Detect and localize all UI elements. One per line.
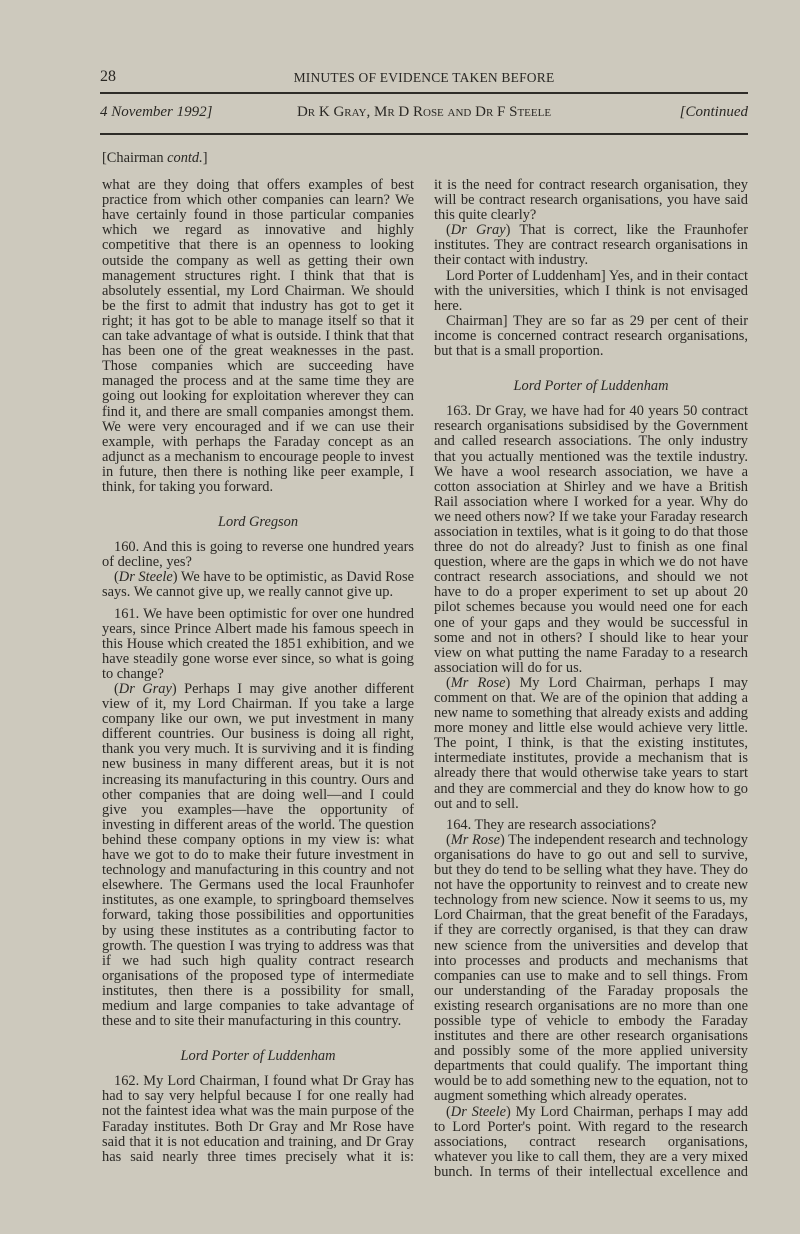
speaker: Dr Steele [450,1103,506,1120]
speaker: Mr Rose [450,831,500,848]
answer-text: That is correct, like the Fraunhofer institutes. They are contract research organisations in their contact with industry. [434,222,748,269]
chairman-remark: Chairman] They are so far as 29 per cent of their income is concerned contract research organisations, but that is a small proportion. [434,312,748,360]
answer-text: Perhaps I may give another different view of it, my Lord Chairman. If you take a large company like our own, we put investment in many different countries. Our business is doing all right, thank you very much. It is surviving and it is finding new business in many different areas, but it is not increasing its manufacturing in this country. Ours and other companies that are doing well—and I could give you examples—have the opportunity of investing in different areas of the world. The question behind these company options in my view is: what have we got to do to make their future investment in technology and manufacturing in this country and not elsewhere. The Germans used the local Fraunhofer institutes, as one example, to springboard themselves forward, taking those possibilities and opportunities by using these institutes as a contributing factor to growth. The question I was trying to address was that if we had such high quality contract research organisations of the proposed type of intermediate institutes, then there is a possibility for small, medium and large companies to take advantage of these and to site their manufacturing in this country. [102,681,415,1030]
speaker: Dr Steele [118,569,173,586]
session-date: 4 November 1992] [100,104,213,120]
session-line [100,104,748,124]
answer-161: (Dr Gray) Perhaps I may give another different view of it, my Lord Chairman. If you take a large company like our own, we put investment in many different countries. Our business is doing all right, thank you very much. It is surviving and it is finding new business in many different areas, but it is not increasing its manufacturing in this country. Ours and other companies that are doing well—and I could give you examples—have the opportunity of investing in different areas of the world. The question behind these company options in my view is: what have we got to do to make their future investment in technology and manufacturing in this country and not elsewhere. The Germans used the local Fraunhofer institutes, as one example, to springboard themselves forward, taking those possibilities and opportunities by using these institutes as a contributing factor to growth. The question I was trying to address was that if we had such high quality contract research organisations of the proposed type of intermediate institutes, then there is a possibility for small, medium and large companies to take advantage of these and to site their manufacturing in this country. [102,681,415,1030]
question-162: 162. My Lord Chairman, I found what Dr Gray has had to say very helpful because I for one really had not the faintest idea what was the main purpose of the Faraday institutes. Both Dr Gray and Mr Rose have said that it is not education and training, and Dr Gray has said nearly three times precisely what it is: [102,1073,414,1165]
running-header [100,68,748,88]
witnesses: Dr K Gray, Mr D Rose and Dr F Steele [296,104,552,120]
answer-text: My Lord Chairman, perhaps I may comment on that. We are of the opinion that adding a new name to something that already exists and adding more money and little else would achieve very little. The point, I think, is that the existing institutes, intermediate institutes, provide a mechanism that is already there that would otherwise take years to start and they are commercial and they do know how to go out and to sell. [434,674,748,812]
answer-164-steele: (Dr Steele) My Lord Chairman, perhaps I may add to Lord Porter's point. With regard to the research associations, contract research organisations, whatever you like to call them, they are a very mixed bunch. In terms of their intellectual excellence and [434,1103,748,1180]
speaker-heading: Lord Gregson [217,514,299,531]
question-162-continued: it is the need for contract research organisation, they will be contract research organisations, you have said this quite clearly? [434,177,748,224]
contd-italic: contd. [167,150,203,166]
porter-remark: Lord Porter of Luddenham] Yes, and in their contact with the universities, which I think is not envisaged here. [434,267,748,314]
question-164: 164. They are research associations? [446,816,657,833]
answer-162: (Dr Gray) That is correct, like the Fraunhofer institutes. They are contract research organisations in their contact with industry. [434,222,748,269]
continued-speaker: [Chairman [102,150,168,166]
speaker: Dr Gray [450,222,506,239]
speaker-heading: Lord Porter of Luddenham [513,378,669,395]
answer-160: (Dr Steele) We have to be optimistic, as David Rose says. We cannot give up, we really cannot give up. [102,569,414,601]
left-column [102,151,414,1165]
speaker: Mr Rose [450,674,506,691]
speaker-continued [102,151,414,166]
header-rule-top [100,92,748,94]
speaker-heading: Lord Porter of Luddenham [180,1048,336,1065]
right-column [434,178,748,1180]
answer-text: My Lord Chairman, perhaps I may add to Lord Porter's point. With regard to the research associations, contract research organisations, whatever you like to call them, they are a very mixed bunch. In terms of their intellectual excellence and [434,1103,748,1180]
question-163: 163. Dr Gray, we have had for 40 years 50 contract research organisations subsidised by the Government and called research associations. The only industry that you actually mentioned was the textile industry. We have a wool research association, we have a cotton association at Shirley and we have a British Rail association where I worked for a year. Why do we need others now? If we take your Faraday research association in textiles, what is it going to do that those three do not do already? Just to finish as one final question, where are the gaps in which we do not have contract research associations, and should we not have to do a proper experiment to set up about 20 pilot schemes because you would need one for each one of your gaps and they would be successful in some and not in others? I should like to hear your view on what putting the name Faraday to a research association will do for us. [434,403,748,676]
page-number: 28 [100,68,116,85]
question-160: 160. And this is going to reverse one hundred years of decline, yes? [102,539,414,571]
answer-164: (Mr Rose) The independent research and technology organisations do have to go out and sell to survive, but they do tend to be selling what they have. They do not have the opportunity to reinvest and to create new technology from new science. Now it seems to us, my Lord Chairman, that the great benefit of the Faradays, if they are correctly organised, is that they can draw new science from the universities and develop that into processes and products and mechanisms that companies can use to make and to sell things. From our understanding of the Faraday proposals the existing research organisations are no more than one possible type of vehicle to embody the Faraday institutes and there are other research organisations and possibly some of the more applied university departments that could qualify. The important thing would be to add something new to the equation, not to augment something which already operates. [434,831,748,1105]
question-161: 161. We have been optimistic for over one hundred years, since Prince Albert made his famous speech in this House which created the 1851 exhibition, and we have steadily gone worse ever since, so what is going to change? [102,605,414,682]
speaker: Dr Gray [118,681,172,697]
answer-163: (Mr Rose) My Lord Chairman, perhaps I may comment on that. We are of the opinion that adding a new name to something that already exists and adding more money and little else would achieve very little. The point, I think, is that the existing institutes, intermediate institutes, provide a mechanism that is already there that would otherwise take years to start and they are commercial and they do know how to go out and to sell. [434,674,748,812]
answer-text: We have to be optimistic, as David Rose says. We cannot give up, we really cannot give up. [102,569,414,601]
continued-label: [Continued [679,104,748,120]
header-rule-bottom [100,133,748,135]
running-title: MINUTES OF EVIDENCE TAKEN BEFORE [293,70,555,85]
paragraph: what are they doing that offers examples of best practice from which other companies can learn? We have certainly found in those particular companies which we regard as innovative and highly competitive that there is an openness to looking outside the company as well as getting their own management structures right. I think that that is absolutely essential, my Lord Chairman. We should be the first to admit that industry has got to get it right; it has got to be able to manage itself so that it can take advantage of what is outside. I think that that has been one of the great weaknesses in the past. Those companies which are succeeding have managed the process and at the same time they are going out looking for exploitation wherever they can find it, and there are small companies amongst them. We were very encouraged and if we can use their example, with perhaps the Faraday concept as an adjunct as a mechanism to encourage people to invest in future, then there is nothing like peer example, I think, for taking you forward. [102,177,414,495]
answer-text: The independent research and technology organisations do have to go out and sell to survive, but they do tend to be selling what they have. They do not have the opportunity to reinvest and to create new technology from new science. Now it seems to us, my Lord Chairman, that the great benefit of the Faradays, if they are correctly organised, is that they can draw new science from the universities and develop that into processes and products and mechanisms that companies can use to make and to sell things. From our understanding of the Faraday proposals the existing research organisations are no more than one possible type of vehicle to embody the Faraday institutes and there are other research organisations and possibly some of the more applied university departments that could qualify. The important thing would be to add something new to the equation, not to augment something which already operates. [434,831,748,1105]
bracket: ] [202,150,208,166]
